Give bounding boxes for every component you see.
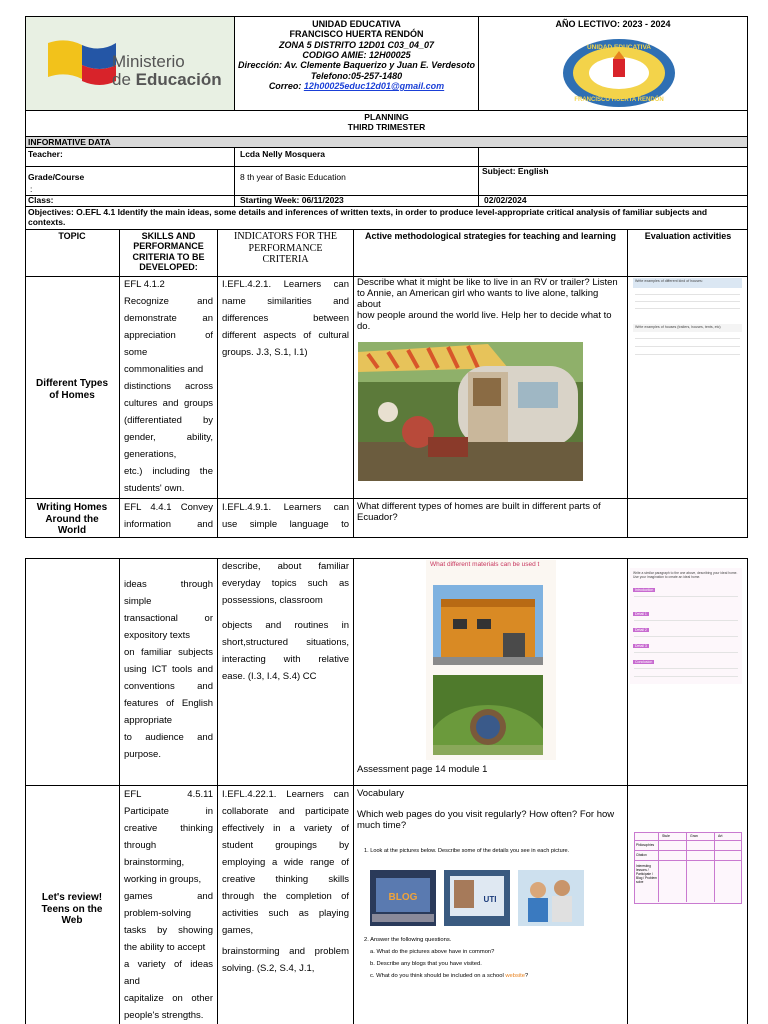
exercise-2b: b. Describe any blogs that you have visited. bbox=[370, 961, 482, 967]
school-year-cell bbox=[478, 16, 748, 111]
svg-text:UNIDAD EDUCATIVA: UNIDAD EDUCATIVA bbox=[586, 44, 652, 51]
web-pages-question: Which web pages do you visit regularly? How often? For how much time? bbox=[357, 809, 615, 831]
planning-title: PLANNING THIRD TRIMESTER bbox=[25, 110, 748, 137]
skill-efl-4-4-1-cont: ideas through simple transactional or expository texts on familiar subjects using ICT tools and conventions and features of English appropriate to audience and purpose. bbox=[124, 579, 213, 760]
zone-code: ZONA 5 DISTRITO 12D01 C03_04_07 bbox=[278, 39, 435, 50]
eval-worksheet-prompt-1: Write examples of different kind of houses: bbox=[635, 279, 703, 283]
email-link[interactable]: 12h00025educ12d01@gmail.com bbox=[303, 81, 445, 92]
svg-text:BLOG: BLOG bbox=[388, 892, 418, 903]
modern-house-photo bbox=[433, 585, 543, 665]
grade-value: 8 th year of Basic Education bbox=[240, 172, 346, 182]
book-heading: What different materials can be used t bbox=[430, 561, 540, 568]
school-year: AÑO LECTIVO: 2023 - 2024 bbox=[555, 19, 671, 29]
eval-ideal-home-worksheet: Write a similar paragraph to the one above, describing your ideal home. Use your imagination to create an ideal home. Introduction Detail 1 Detail 2 Detail 3 Conclusion bbox=[630, 568, 742, 684]
exercise-2: 2. Answer the following questions. bbox=[364, 937, 452, 943]
vocabulary-label: Vocabulary bbox=[357, 788, 405, 799]
ministry-logo-cell bbox=[25, 16, 235, 111]
ministry-name: Ministerio de Educación bbox=[112, 52, 222, 89]
trailer-photo bbox=[358, 342, 583, 481]
starting-week: Starting Week: 06/11/2023 bbox=[240, 195, 344, 205]
topic-teens-on-the-web: Let's review! Teens on the Web bbox=[41, 892, 103, 926]
eval-tag-detail-2: Detail 2 bbox=[635, 628, 647, 632]
assessment-ref: Assessment page 14 module 1 bbox=[357, 764, 488, 775]
grade-label: Grade/Course bbox=[28, 172, 85, 182]
svg-text:FRANCISCO HUERTA RENDÓN: FRANCISCO HUERTA RENDÓN bbox=[574, 97, 664, 103]
indicator-iefl-4-22-1: I.EFL.4.22.1. Learners can collaborate and participate effectively in a variety of student groupings by employing a wide range of creative thinking skills through the completion of activities such as playing games, brainstorming and problem solving. (S.2, S.4, J.1, bbox=[222, 789, 349, 974]
eval-tag-conclusion: Conclusion bbox=[635, 660, 653, 664]
eval-tag-detail-3: Detail 3 bbox=[635, 644, 647, 648]
uti-website-photo bbox=[444, 870, 510, 926]
blog-laptop-photo bbox=[370, 870, 436, 926]
end-date: 02/02/2024 bbox=[484, 195, 527, 205]
eval-tag-introduction: Introduction bbox=[635, 588, 654, 592]
school-name: UNIDAD EDUCATIVA bbox=[312, 19, 401, 29]
school-info-cell: UNIDAD EDUCATIVA FRANCISCO HUERTA RENDÓN ZONA 5 DISTRITO 12D01 C03_04_07 CODIGO AMIE: 12H00025 Dirección: Av. Clemente Baquerizo y Juan E. Verdesoto Telefono:05-257-1480 Correo: 12h00025educ12d01@gmail.com bbox=[234, 16, 479, 111]
objectives: Objectives: O.EFL 4.1 Identify the main ideas, some details and inferences of written texts, in order to produce level-appropriate critical analysis of familiar subjects and contexts. bbox=[25, 206, 748, 230]
indicator-iefl-4-9-1: I.EFL.4.9.1. Learners can use simple language to bbox=[222, 502, 349, 530]
col-skills: SKILLS AND PERFORMANCE CRITERIA TO BE DEVELOPED: bbox=[132, 231, 205, 273]
topic-different-types-of-homes: Different Types of Homes bbox=[35, 378, 109, 401]
school-seal-icon bbox=[559, 35, 679, 109]
eval-worksheet-prompt-2: Write examples of houses (trailers, houses, tents, etc) bbox=[635, 325, 721, 329]
eval-web-table: Stule Gran Art Philosophies Citation Interesting lessons / Participate / Blog / Problem solve bbox=[634, 832, 742, 904]
col-indicators: INDICATORS FOR THE PERFORMANCE CRITERIA bbox=[234, 231, 337, 265]
col-topic: TOPIC bbox=[58, 231, 86, 241]
indicator-iefl-4-2-1: I.EFL.4.2.1. Learners can name similarities and differences between different aspects of cultural groups. J.3, S.1, I.1) bbox=[222, 279, 349, 358]
exercise-1: 1. Look at the pictures below. Describe some of the details you see in each picture. bbox=[364, 848, 570, 854]
amie-code: CODIGO AMIE: 12H00025 bbox=[302, 50, 411, 61]
eval-tag-detail-1: Detail 1 bbox=[635, 612, 647, 616]
phone: Telefono:05-257-1480 bbox=[310, 70, 403, 81]
students-computer-photo bbox=[518, 870, 584, 926]
svg-text:UTI: UTI bbox=[483, 895, 497, 904]
address: Dirección: Av. Clemente Baquerizo y Juan E. Verdesoto bbox=[238, 60, 475, 71]
teacher-name: Lcda Nelly Mosquera bbox=[240, 149, 326, 159]
exercise-2c: c. What do you think should be included on a school website? bbox=[370, 973, 529, 979]
topic-writing-homes: Writing Homes Around the World bbox=[36, 502, 108, 536]
subject: Subject: English bbox=[482, 166, 549, 176]
skill-efl-4-5-11: EFL 4.5.11 Participate in creative thinking through brainstorming, working in groups, games and problem-solving tasks by showing the ability to accept a variety of ideas and capitalize on other people's strengths. bbox=[124, 789, 213, 1021]
informative-data-band: INFORMATIVE DATA bbox=[25, 136, 748, 148]
eval-houses-worksheet bbox=[631, 276, 744, 376]
teacher-label: Teacher: bbox=[28, 149, 63, 159]
col-strategies: Active methodological strategies for teaching and learning bbox=[364, 231, 617, 241]
school-full-name: FRANCISCO HUERTA RENDÓN bbox=[289, 29, 424, 40]
book-page-teens-web bbox=[358, 844, 598, 994]
indicator-iefl-4-9-1-cont: describe, about familiar everyday topics such as possessions, classroom objects and routines in short,structured situations, interacting with relative ease. (I.3, I.4, S.4) CC bbox=[222, 561, 349, 682]
skill-efl-4-4-1: EFL 4.4.1 Convey information and bbox=[124, 502, 213, 530]
skill-efl-4-1-2: EFL 4.1.2 Recognize and demonstrate an appreciation of some commonalities and distinctions across cultures and groups (differentiated by gender, ability, generations, etc.) including the students' own. bbox=[124, 279, 213, 494]
col-evaluation: Evaluation activities bbox=[644, 231, 732, 241]
strategy-rv-trailer: Describe what it might be like to live in an RV or trailer? Listen to Annie, an American girl who wants to live alone, talking about how people around the world live. Help her to decide what to do. bbox=[357, 277, 618, 332]
class-label: Class: bbox=[28, 195, 54, 205]
hobbit-house-photo bbox=[433, 675, 543, 755]
book-page-materials bbox=[426, 560, 556, 760]
strategy-homes-ecuador: What different types of homes are built in different parts of Ecuador? bbox=[357, 501, 601, 523]
exercise-2a: a. What do the pictures above have in common? bbox=[370, 949, 495, 955]
